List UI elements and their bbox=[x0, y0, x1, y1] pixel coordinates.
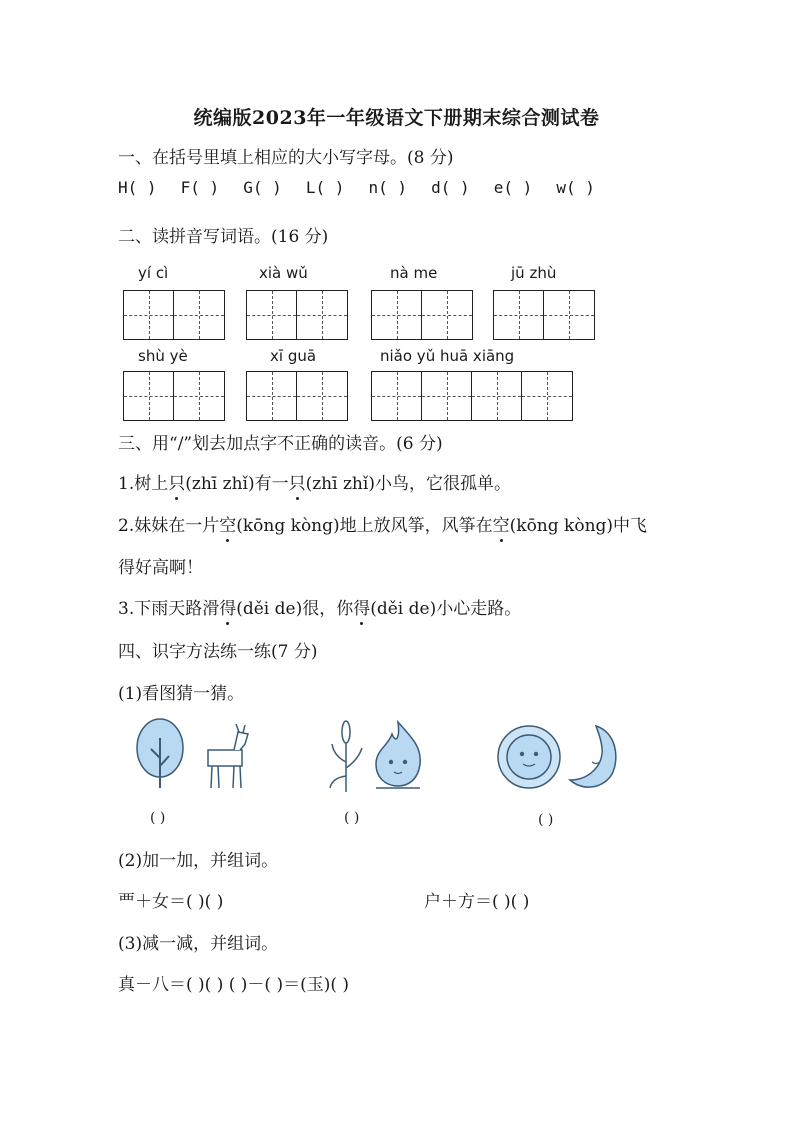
pinyin-label: shù yè bbox=[138, 347, 188, 365]
tree-icon bbox=[134, 718, 186, 790]
section3-heading: 三、用“/”划去加点字不正确的读音。(6 分) bbox=[118, 434, 443, 454]
pinyin-label: yí cì bbox=[138, 264, 169, 282]
letter-item[interactable]: L( ) bbox=[305, 178, 345, 197]
question-3-1: 1.树上只(zhī zhǐ)有一只(zhī zhǐ)小鸟，它很孤单。 bbox=[118, 469, 511, 494]
add-equation-2: 户＋方＝( )( ) bbox=[424, 892, 530, 912]
fire-icon bbox=[370, 720, 426, 792]
add-equation-1: 覀＋女＝( )( ) bbox=[118, 892, 224, 912]
sub-question-1: (1)看图猜一猜。 bbox=[118, 684, 245, 704]
question-3-3: 3.下雨天路滑得(děi de)很，你得(děi de)小心走路。 bbox=[118, 594, 521, 619]
subtract-equations: 真－八＝( )( ) ( )－( )＝(玉)( ) bbox=[118, 975, 350, 995]
answer-blank[interactable]: ( ) bbox=[344, 810, 360, 826]
pinyin-label: xià wǔ bbox=[259, 264, 308, 282]
writing-grid[interactable] bbox=[493, 290, 595, 340]
letter-item[interactable]: e( ) bbox=[493, 178, 533, 197]
goat-icon bbox=[198, 722, 250, 792]
letter-item[interactable]: H( ) bbox=[118, 178, 157, 197]
pinyin-label: jū zhù bbox=[511, 264, 557, 282]
sun-icon bbox=[494, 722, 564, 792]
pinyin-label: niǎo yǔ huā xiāng bbox=[380, 347, 515, 365]
writing-grid[interactable] bbox=[246, 371, 348, 421]
writing-grid[interactable] bbox=[371, 371, 573, 421]
pinyin-label: xī guā bbox=[270, 347, 317, 365]
writing-grid[interactable] bbox=[123, 371, 225, 421]
section2-heading: 二、读拼音写词语。(16 分) bbox=[118, 227, 329, 247]
letter-fill-row bbox=[118, 178, 614, 197]
letter-item[interactable]: F( ) bbox=[180, 178, 220, 197]
letter-item[interactable]: G( ) bbox=[243, 178, 282, 197]
writing-grid[interactable] bbox=[371, 290, 473, 340]
writing-grid[interactable] bbox=[246, 290, 348, 340]
answer-blank[interactable]: ( ) bbox=[538, 812, 554, 828]
question-3-2: 2.妹妹在一片空(kōng kòng)地上放风筝，风筝在空(kōng kòng)中飞 bbox=[118, 511, 647, 536]
sub-question-3: (3)减一减，并组词。 bbox=[118, 934, 279, 954]
section4-heading: 四、识字方法练一练(7 分) bbox=[118, 642, 318, 662]
question-3-2-continued: 得好高啊！ bbox=[118, 558, 203, 578]
letter-item[interactable]: w( ) bbox=[556, 178, 595, 197]
pinyin-label: nà me bbox=[390, 264, 438, 282]
letter-item[interactable]: d( ) bbox=[431, 178, 470, 197]
page-title: 统编版2023年一年级语文下册期末综合测试卷 bbox=[193, 107, 600, 129]
letter-item[interactable]: n( ) bbox=[368, 178, 408, 197]
writing-grid[interactable] bbox=[123, 290, 225, 340]
moon-icon bbox=[566, 724, 620, 792]
section1-heading: 一、在括号里填上相应的大小写字母。(8 分) bbox=[118, 148, 454, 168]
answer-blank[interactable]: ( ) bbox=[150, 810, 166, 826]
wheat-icon bbox=[328, 718, 370, 794]
sub-question-2: (2)加一加，并组词。 bbox=[118, 851, 279, 871]
